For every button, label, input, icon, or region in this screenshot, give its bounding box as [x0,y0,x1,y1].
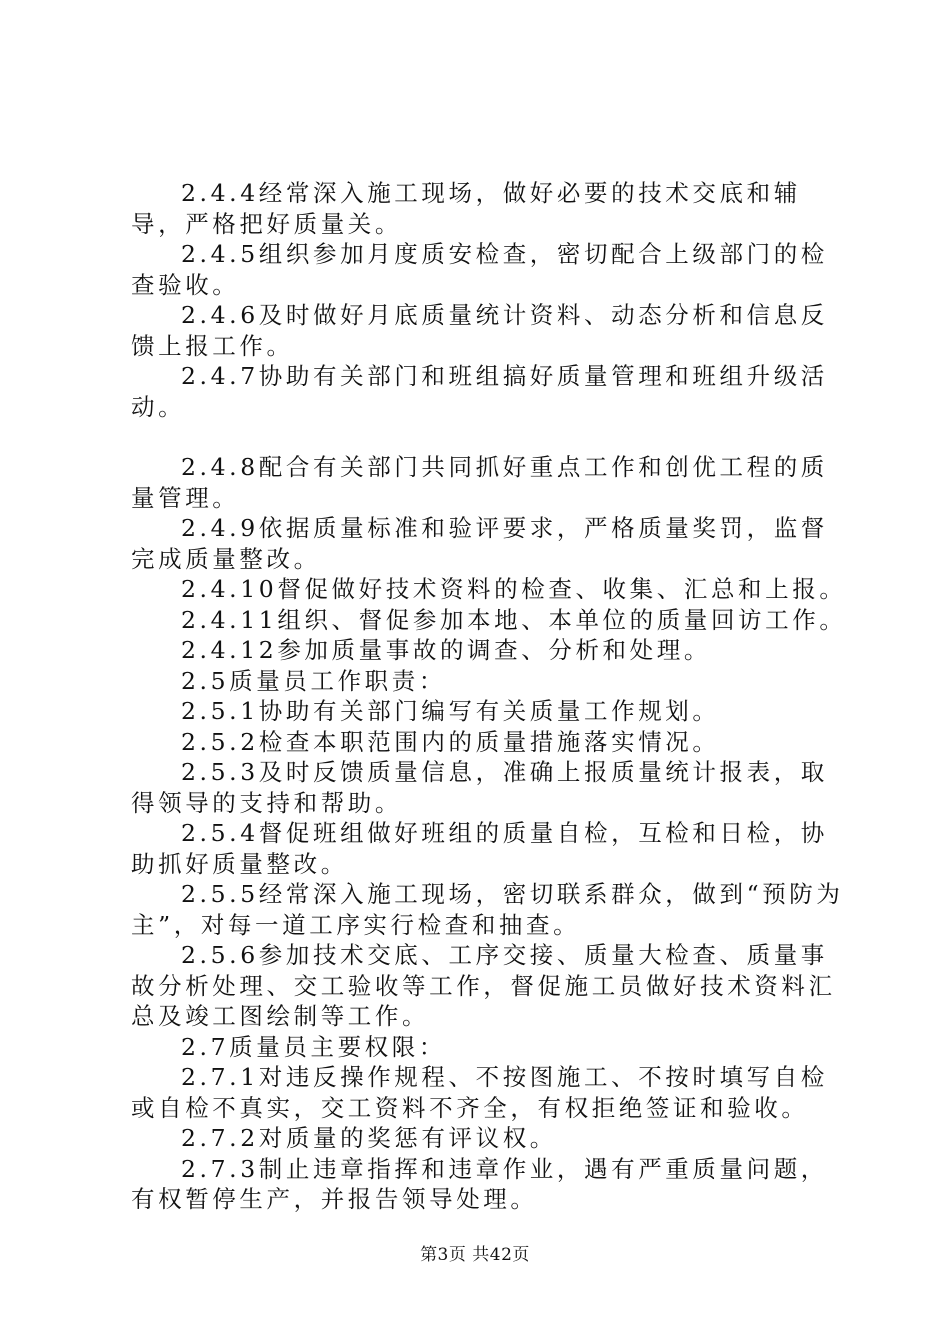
paragraph-2-4-4: 2.4.4经常深入施工现场，做好必要的技术交底和辅导，严格把好质量关。 [131,179,801,238]
paragraph-2-7-3: 2.7.3制止违章指挥和违章作业，遇有严重质量问题，有权暂停生产，并报告领导处理。 [131,1154,828,1213]
paragraph-2-5-6: 2.5.6参加技术交底、工序交接、质量大检查、质量事故分析处理、交工验收等工作，督促施工员做好技术资料汇总及竣工图绘制等工作。 [131,941,836,1030]
paragraph-2-7-1: 2.7.1对违反操作规程、不按图施工、不按时填写自检或自检不真实，交工资料不齐全，有权拒绝签证和验收。 [131,1063,828,1122]
paragraph-2-5-4: 2.5.4督促班组做好班组的质量自检，互检和日检，协助抓好质量整改。 [131,819,828,878]
paragraph-2-5-3: 2.5.3及时反馈质量信息，准确上报质量统计报表，取得领导的支持和帮助。 [131,758,828,817]
paragraph-2-4-8: 2.4.8配合有关部门共同抓好重点工作和创优工程的质量管理。 [131,453,828,512]
paragraph-2-4-9: 2.4.9依据质量标准和验评要求，严格质量奖罚，监督完成质量整改。 [131,514,828,573]
section-heading-2-7: 2.7质量员主要权限： [181,1032,446,1061]
page-number-footer: 第3页 共42页 [420,1245,530,1265]
paragraph-2-4-6: 2.4.6及时做好月底质量统计资料、动态分析和信息反馈上报工作。 [131,301,828,360]
paragraph-2-4-7: 2.4.7协助有关部门和班组搞好质量管理和班组升级活动。 [131,362,828,421]
paragraph-2-4-11: 2.4.11组织、督促参加本地、本单位的质量回访工作。 [181,605,847,634]
paragraph-2-5-5: 2.5.5经常深入施工现场，密切联系群众，做到“预防为主”，对每一道工序实行检查和抽查。 [131,880,844,939]
paragraph-2-4-5: 2.4.5组织参加月度质安检查，密切配合上级部门的检查验收。 [131,240,828,299]
section-heading-2-5: 2.5质量员工作职责： [181,666,446,695]
paragraph-2-4-12: 2.4.12参加质量事故的调查、分析和处理。 [181,636,711,664]
document-body [131,178,851,1215]
paragraph-2-5-1: 2.5.1协助有关部门编写有关质量工作规划。 [181,697,720,725]
paragraph-2-5-2: 2.5.2检查本职范围内的质量措施落实情况。 [181,727,720,756]
paragraph-2-7-2: 2.7.2对质量的奖惩有评议权。 [181,1124,557,1152]
paragraph-2-4-10: 2.4.10督促做好技术资料的检查、收集、汇总和上报。 [181,575,847,603]
